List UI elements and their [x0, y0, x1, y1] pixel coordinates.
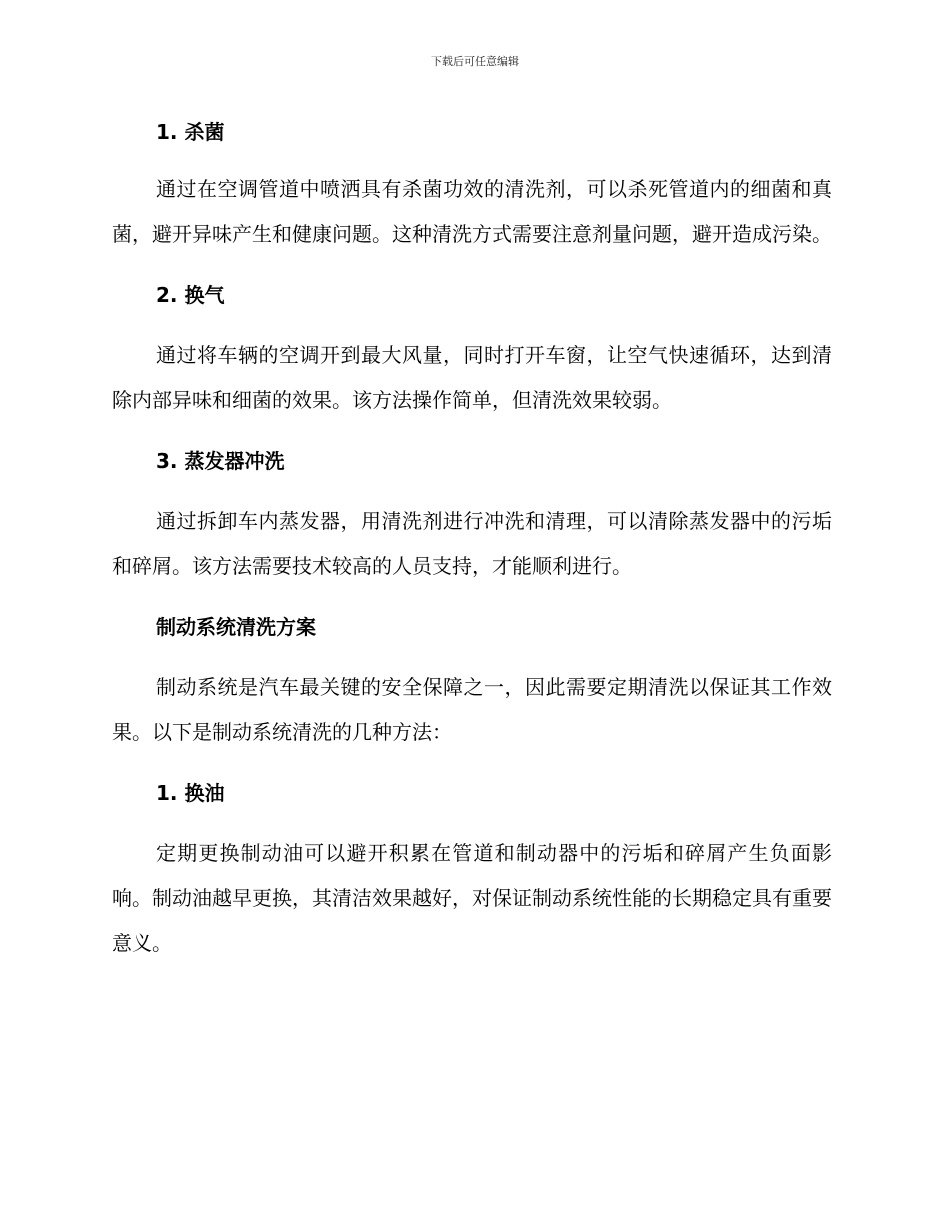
section-paragraph-ventilate: 通过将车辆的空调开到最大风量，同时打开车窗，让空气快速循环，达到清除内部异味和细菌的效果。该方法操作简单，但清洗效果较弱。 — [112, 343, 832, 412]
section-paragraph-evaporator-flush: 通过拆卸车内蒸发器，用清洗剂进行冲洗和清理，可以清除蒸发器中的污垢和碎屑。该方法需要技术较高的人员支持，才能顺利进行。 — [112, 509, 832, 578]
section-heading-oil-change: 1. 换油 — [156, 781, 225, 805]
page-header-note: 下载后可任意编辑 — [431, 55, 519, 68]
section-heading-evaporator-flush: 3. 蒸发器冲洗 — [156, 449, 285, 473]
section-paragraph-oil-change: 定期更换制动油可以避开积累在管道和制动器中的污垢和碎屑产生负面影响。制动油越早更换，其清洁效果越好，对保证制动系统性能的长期稳定具有重要意义。 — [112, 841, 832, 955]
section-heading-brake-cleaning-plan: 制动系统清洗方案 — [156, 615, 316, 639]
document-body — [112, 112, 832, 966]
section-heading-sterilize: 1. 杀菌 — [156, 120, 225, 144]
section-paragraph-brake-cleaning-plan: 制动系统是汽车最关键的安全保障之一，因此需要定期清洗以保证其工作效果。以下是制动系统清洗的几种方法： — [112, 675, 832, 744]
section-paragraph-sterilize: 通过在空调管道中喷洒具有杀菌功效的清洗剂，可以杀死管道内的细菌和真菌，避开异味产生和健康问题。这种清洗方式需要注意剂量问题，避开造成污染。 — [112, 177, 832, 246]
section-heading-ventilate: 2. 换气 — [156, 283, 225, 307]
